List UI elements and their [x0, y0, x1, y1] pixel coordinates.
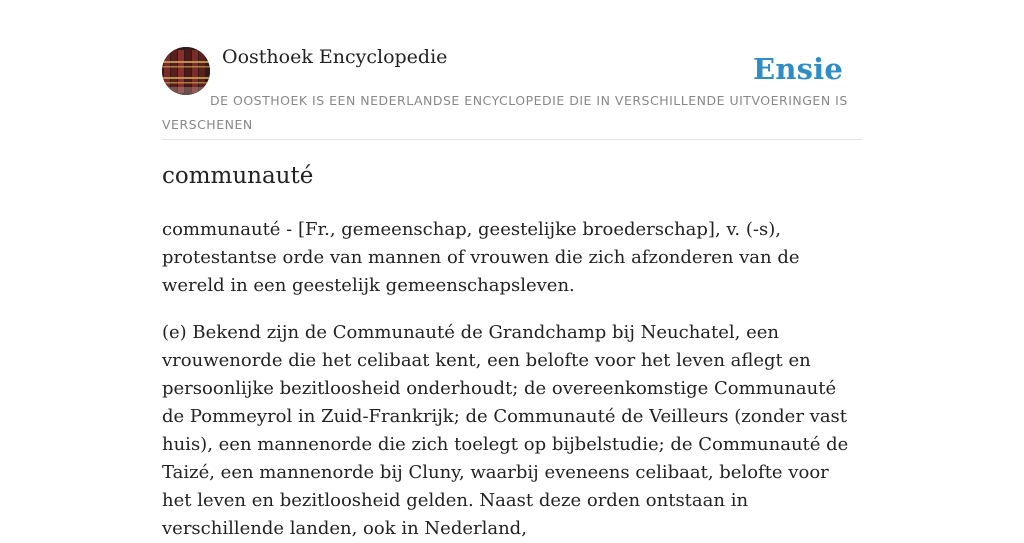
- book-spines-icon: [162, 47, 210, 95]
- site-title[interactable]: Oosthoek Encyclopedie: [222, 46, 448, 68]
- site-tagline: DE OOSTHOEK IS EEN NEDERLANDSE ENCYCLOPEDIE DIE IN VERSCHILLENDE UITVOERINGEN IS VERSCHENEN: [162, 93, 848, 132]
- site-header: [162, 0, 862, 140]
- entry-title: communauté: [162, 163, 314, 189]
- brand-logo[interactable]: Ensie: [753, 52, 843, 86]
- entry-paragraph-1: communauté - [Fr., gemeenschap, geestelijke broederschap], v. (-s), protestantse orde van mannen of vrouwen die zich afzonderen van de wereld in een geestelijk gemeenschapsleven.: [162, 219, 800, 296]
- page: [162, 0, 862, 539]
- site-avatar[interactable]: [162, 47, 210, 95]
- entry-paragraph-2: (e) Bekend zijn de Communauté de Grandchamp bij Neuchatel, een vrouwenorde die het celibaat kent, een belofte voor het leven aflegt en persoonlijke bezitloosheid onderhoudt; de overeenkomstige Communauté de Pommeyrol in Zuid-Frankrijk; de Communauté de Veilleurs (zonder vast huis), een mannenorde die zich toelegt op bijbelstudie; de Communauté de Taizé, een mannenorde bij Cluny, waarbij eveneens celibaat, belofte voor het leven en bezitloosheid gelden. Naast deze orden ontstaan in verschillende landen, ook in Nederland,: [162, 322, 849, 539]
